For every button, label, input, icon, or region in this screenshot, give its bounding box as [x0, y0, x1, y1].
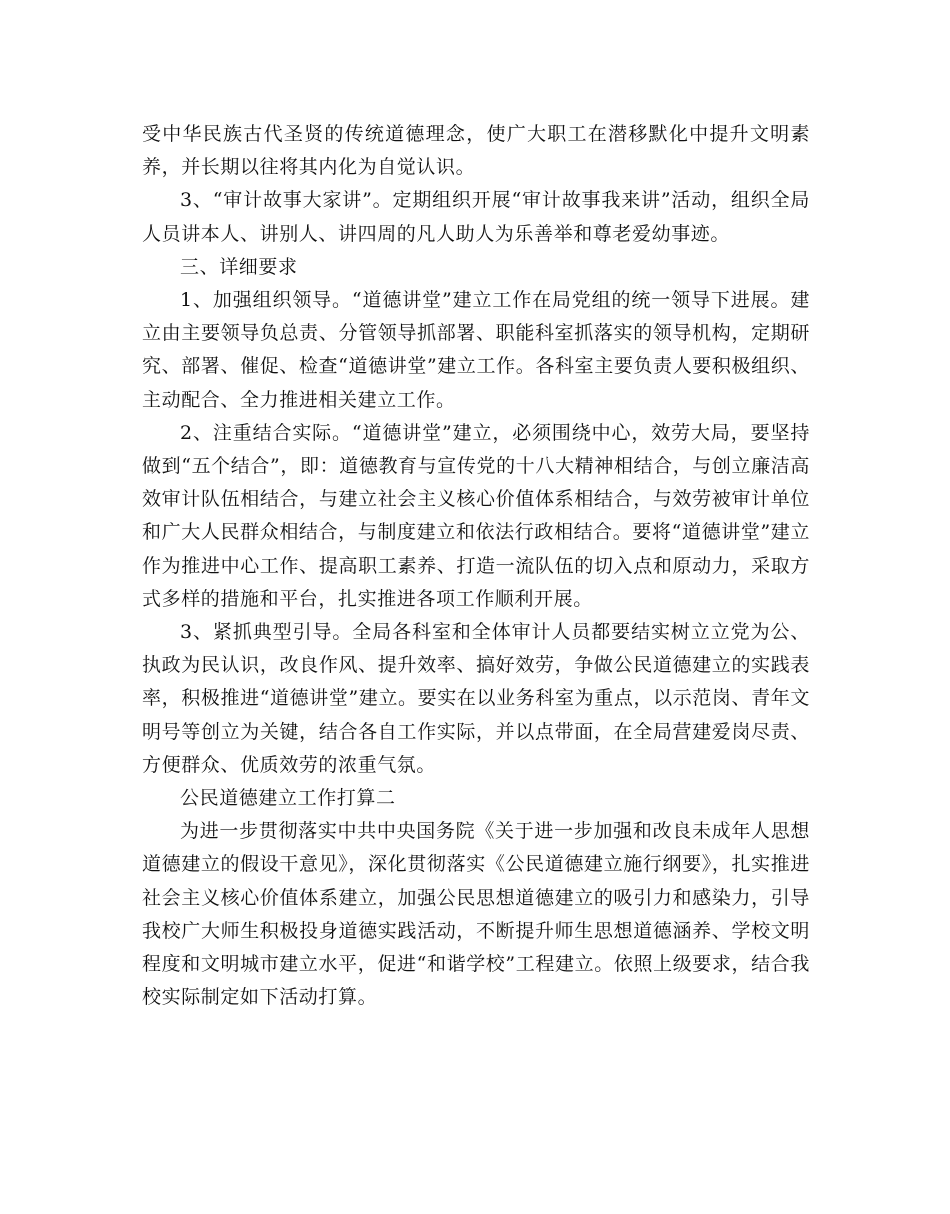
- paragraph-practical: 2、注重结合实际。“道德讲堂”建立，必须围绕中心，效劳大局，要坚持做到“五个结合”，即：道德教育与宣传党的十八大精神相结合，与创立廉洁高效审计队伍相结合，与建立社会主义核心价值体系相结合，与效劳被审计单位和广大人民群众相结合，与制度建立和依法行政相结合。要将“道德讲堂”建立作为推进中心工作、提高职工素养、打造一流队伍的切入点和原动力，采取方式多样的措施和平台，扎实推进各项工作顺利开展。: [142, 421, 810, 610]
- paragraph-plan-two-intro: 为进一步贯彻落实中共中央国务院《关于进一步加强和改良未成年人思想道德建立的假设干意见》，深化贯彻落实《公民道德建立施行纲要》，扎实推进社会主义核心价值体系建立，加强公民思想道德建立的吸引力和感染力，引导我校广大师生积极投身道德实践活动，不断提升师生思想道德涵养、学校文明程度和文明城市建立水平，促进“和谐学校”工程建立。依照上级要求，结合我校实际制定如下活动打算。: [142, 820, 810, 1009]
- plan-two-title: 公民道德建立工作打算二: [180, 787, 396, 810]
- paragraph-continuation: 受中华民族古代圣贤的传统道德理念，使广大职工在潜移默化中提升文明素养，并长期以往将其内化为自觉认识。: [142, 123, 810, 179]
- document-body: [142, 118, 810, 1014]
- paragraph-typical-guidance: 3、紧抓典型引导。全局各科室和全体审计人员都要结实树立立党为公、执政为民认识，改良作风、提升效率、搞好效劳，争做公民道德建立的实践表率，积极推进“道德讲堂”建立。要实在以业务科室为重点，以示范岗、青年文明号等创立为关键，结合各自工作实际，并以点带面，在全局营建爱岗尽责、方便群众、优质效劳的浓重气氛。: [142, 621, 810, 776]
- paragraph-audit-stories: 3、“审计故事大家讲”。定期组织开展“审计故事我来讲”活动，组织全局人员讲本人、讲别人、讲四周的凡人助人为乐善举和尊老爱幼事迹。: [142, 189, 810, 245]
- paragraph-leadership: 1、加强组织领导。“道德讲堂”建立工作在局党组的统一领导下进展。建立由主要领导负总责、分管领导抓部署、职能科室抓落实的领导机构，定期研究、部署、催促、检查“道德讲堂”建立工作。各科室主要负责人要积极组织、主动配合、全力推进相关建立工作。: [142, 289, 810, 411]
- section-heading-requirements: 三、详细要求: [180, 255, 298, 278]
